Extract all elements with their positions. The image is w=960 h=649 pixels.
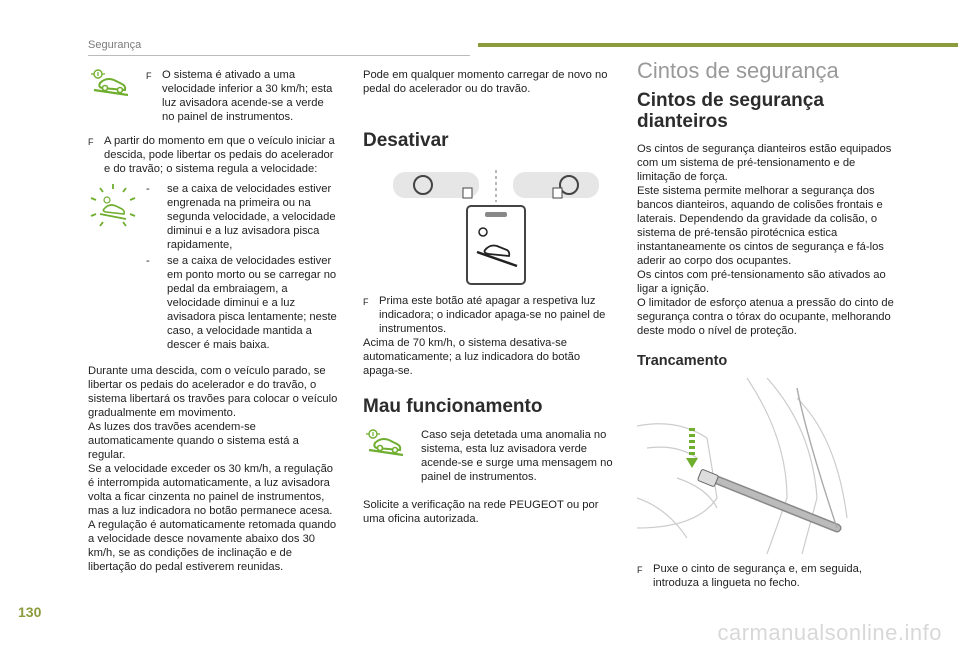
text-bullet: Prima este botão até apagar a respetiva luz indicadora; o indicador apaga-se no painel de instrumentos. [379, 295, 606, 335]
paragraph: Acima de 70 km/h, o sistema desativa-se automaticamente; a luz indicadora do botão apaga-se. [363, 337, 581, 377]
text-bullet: A partir do momento em que o veículo iniciar a descida, pode libertar os pedais do acelerador e do travão; o sistema regula a velocidade: [104, 135, 335, 175]
paragraph: Se a velocidade exceder os 30 km/h, a regulação é interrompida automaticamente, a luz avisadora volta a ficar cinzenta no painel de instrumentos, mas a luz indicadora no botão permanece acesa. [88, 463, 334, 517]
hill-descent-icon [88, 68, 146, 102]
heading-desativar: Desativar [363, 130, 449, 151]
text-dash-item: se a caixa de velocidades estiver engrenada na primeira ou na segunda velocidade, a velocidade diminui e a luz avisadora pisca rapidamente, [167, 183, 336, 251]
paragraph: Os cintos de segurança dianteiros estão equipados com um sistema de pré-tensionamento e de limitação de força. [637, 143, 892, 183]
hill-descent-flashing-icon [88, 182, 146, 234]
bullet-marker: F [88, 137, 94, 147]
column-2 [363, 68, 613, 526]
heading-trancamento: Trancamento [637, 353, 728, 369]
bullet-marker: F [363, 297, 369, 307]
paragraph: Durante uma descida, com o veículo parado, se libertar os pedais do acelerador e do travão, o sistema libertará os travões para colocar o veículo gradualmente em movimento. [88, 365, 338, 419]
bullet-marker: F [146, 71, 152, 81]
page-title: Cintos de segurança [637, 58, 839, 83]
heading-cintos-dianteiros: Cintos de segurança dianteiros [637, 90, 824, 132]
column-1 [88, 68, 338, 574]
page-number: 130 [18, 604, 42, 620]
text-bullet: O sistema é ativado a uma velocidade inferior a 30 km/h; esta luz avisadora acende-se a verde no painel de instrumentos. [162, 69, 333, 123]
header-divider [88, 55, 470, 56]
text-bullet: Puxe o cinto de segurança e, em seguida, introduza a lingueta no fecho. [653, 563, 862, 589]
header-section: Segurança [88, 39, 142, 51]
paragraph: O limitador de esforço atenua a pressão do cinto de segurança contra o tórax do ocupante, melhorando deste modo o nível de proteção. [637, 297, 894, 337]
heading-mau-funcionamento: Mau funcionamento [363, 396, 543, 417]
watermark: carmanualsonline.info [717, 620, 942, 645]
hill-descent-warning-icon [363, 428, 421, 462]
paragraph: A regulação é automaticamente retomada quando a velocidade desce novamente abaixo dos 30 km/h, se as condições de inclinação e de libertação do pedal estiverem reunidas. [88, 519, 337, 573]
paragraph: Pode em qualquer momento carregar de novo no pedal do acelerador ou do travão. [363, 69, 608, 95]
paragraph: Solicite a verificação na rede PEUGEOT ou por uma oficina autorizada. [363, 499, 599, 525]
header-accent-bar [478, 43, 958, 47]
dash-marker: - [146, 183, 150, 195]
text-dash-item: se a caixa de velocidades estiver em ponto morto ou se carregar no pedal da embraiagem, a velocidade diminui e a luz avisadora pisca lentamente; neste caso, a velocidade mantida a descer é mais baixa. [167, 255, 337, 351]
paragraph: Este sistema permite melhorar a segurança dos bancos dianteiros, aquando de colisões frontais e laterais. Dependendo da gravidade da colisão, o sistema de pré-tensão pirotécnica estica instantaneamente os cintos de segurança e fá-los aderir ao corpo dos ocupantes. [637, 185, 884, 267]
paragraph: As luzes dos travões acendem-se automaticamente quando o sistema está a regular. [88, 421, 299, 461]
column-3 [637, 58, 897, 590]
paragraph: Os cintos com pré-tensionamento são ativados ao ligar a ignição. [637, 269, 886, 295]
text-mau-funcionamento: Caso seja detetada uma anomalia no sistema, esta luz avisadora verde acende-se e surge uma mensagem no painel de instrumentos. [421, 429, 613, 483]
dash-marker: - [146, 255, 150, 267]
dashboard-button-illustration [393, 166, 603, 286]
seatbelt-illustration [637, 378, 859, 554]
bullet-marker: F [637, 565, 643, 575]
